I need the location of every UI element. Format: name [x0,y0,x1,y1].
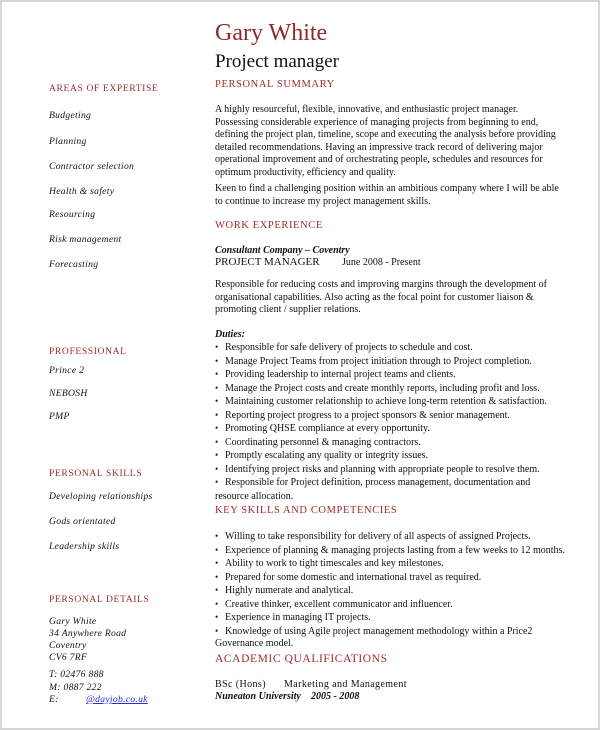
expertise-heading: AREAS OF EXPERTISE [49,83,159,94]
list-item: • Manage Project Teams from project initiation through to Project completion. [215,355,547,369]
text-line: promoting client / supplier relations. [215,304,361,315]
address-line: Coventry [49,640,87,651]
work-description [215,279,547,317]
text-line: A highly resourceful, flexible, innovative, and enthusiastic project manager. [215,104,519,115]
text-line: operational improvement and of orchestrating people, schedules and resources for [215,154,543,165]
summary-paragraph-2 [215,183,559,208]
details-heading: PERSONAL DETAILS [49,594,150,605]
list-item: • Responsible for safe delivery of projects to schedule and cost. [215,341,547,355]
role: PROJECT MANAGER [215,256,320,268]
address-line: CV6 7RF [49,652,88,663]
list-item: • Identifying project risks and planning with appropriate people to resolve them. [215,463,547,477]
mobile: M: 0887 222 [49,682,102,693]
duties-list [215,341,547,503]
work-heading: WORK EXPERIENCE [215,220,323,231]
list-item: • Willing to take responsibility for delivery of all aspects of assigned Projects. [215,530,565,544]
list-item: • Manage the Project costs and create monthly reports, including profit and loss. [215,382,547,396]
address-line: 34 Anywhere Road [49,628,127,639]
phone: T: 02476 888 [49,669,104,680]
address-line: Gary White [49,616,97,627]
academic-years: 2005 - 2008 [311,691,360,702]
list-item: • Ability to work to tight timescales and key milestones. [215,557,565,571]
degree-subject: Marketing and Management [284,679,407,690]
job-title: Project manager [215,51,339,72]
list-item: • Maintaining customer relationship to achieve long-term retention & satisfaction. [215,395,547,409]
sidebar-item: NEBOSH [49,388,88,399]
text-line: Responsible for reducing costs and improving margins through the development of [215,279,547,290]
text-line: optimum productivity, efficiency and quality. [215,166,396,178]
skills-continuation: Governance model. [215,638,294,649]
list-item: • Prepared for some domestic and international travel as required. [215,571,565,585]
list-item: • Knowledge of using Agile project management methodology within a Price2 [215,625,565,639]
academic-heading: ACADEMIC QUALIFICATIONS [215,653,388,665]
sidebar-item: PMP [49,411,70,422]
list-item: • Experience of planning & managing projects lasting from a few weeks to 12 months. [215,544,565,558]
list-item: • Providing leadership to internal project teams and clients. [215,368,547,382]
key-skills-list [215,530,565,651]
email-label: E: [49,694,59,705]
sidebar-item: Health & safety [49,186,115,197]
sidebar-item: Developing relationships [49,491,153,502]
text-line: defining the project plan, timeline, scope and executing the analysis before providing [215,129,556,140]
email-link[interactable]: @dayjob.co.uk [86,694,148,705]
sidebar-item: Prince 2 [49,365,85,376]
sidebar-item: Forecasting [49,259,99,270]
text-line: detailed recommendations. Having an impressive track record of delivering major [215,141,543,153]
sidebar-item: Planning [49,136,87,147]
sidebar-item: Gods orientated [49,516,116,527]
list-item: • Creative thinker, excellent communicator and influencer. [215,598,565,612]
list-item: • Coordinating personnel & managing contractors. [215,436,547,450]
text-line: to continue to increase my project management skills. [215,195,431,207]
list-item: • Experience in managing IT projects. [215,611,565,625]
list-item: • Promptly escalating any quality or integrity issues. [215,449,547,463]
sidebar-item: Budgeting [49,110,92,121]
list-item: • Promoting QHSE compliance at every opportunity. [215,422,547,436]
text-line: organisational capabilities. Also acting as the focal point for customer liaison & [215,291,534,303]
professional-heading: PROFESSIONAL [49,346,127,357]
list-item: • Responsible for Project definition, process management, documentation and [215,476,547,490]
summary-paragraph-1 [215,104,556,179]
key-skills-heading: KEY SKILLS AND COMPETENCIES [215,505,398,516]
role-dates: June 2008 - Present [342,257,421,268]
candidate-name: Gary White [215,20,328,46]
list-item: • Highly numerate and analytical. [215,584,565,598]
summary-heading: PERSONAL SUMMARY [215,79,335,90]
sidebar-item: Risk management [49,234,122,245]
university: Nuneaton University [215,691,301,702]
company: Consultant Company – Coventry [215,245,350,256]
list-item: • Reporting project progress to a project sponsors & senior management. [215,409,547,423]
skills-heading: PERSONAL SKILLS [49,468,143,479]
sidebar-item: Contractor selection [49,161,135,172]
duties-continuation: resource allocation. [215,490,294,502]
degree: BSc (Hons) [215,679,266,690]
text-line: Keen to find a challenging position within an ambitious company where I will be able [215,183,559,194]
sidebar-item: Resourcing [49,209,96,220]
duties-label: Duties: [215,329,245,340]
sidebar-item: Leadership skills [49,541,120,552]
text-line: Possessing considerable experience of managing projects from beginning to end, [215,116,539,128]
